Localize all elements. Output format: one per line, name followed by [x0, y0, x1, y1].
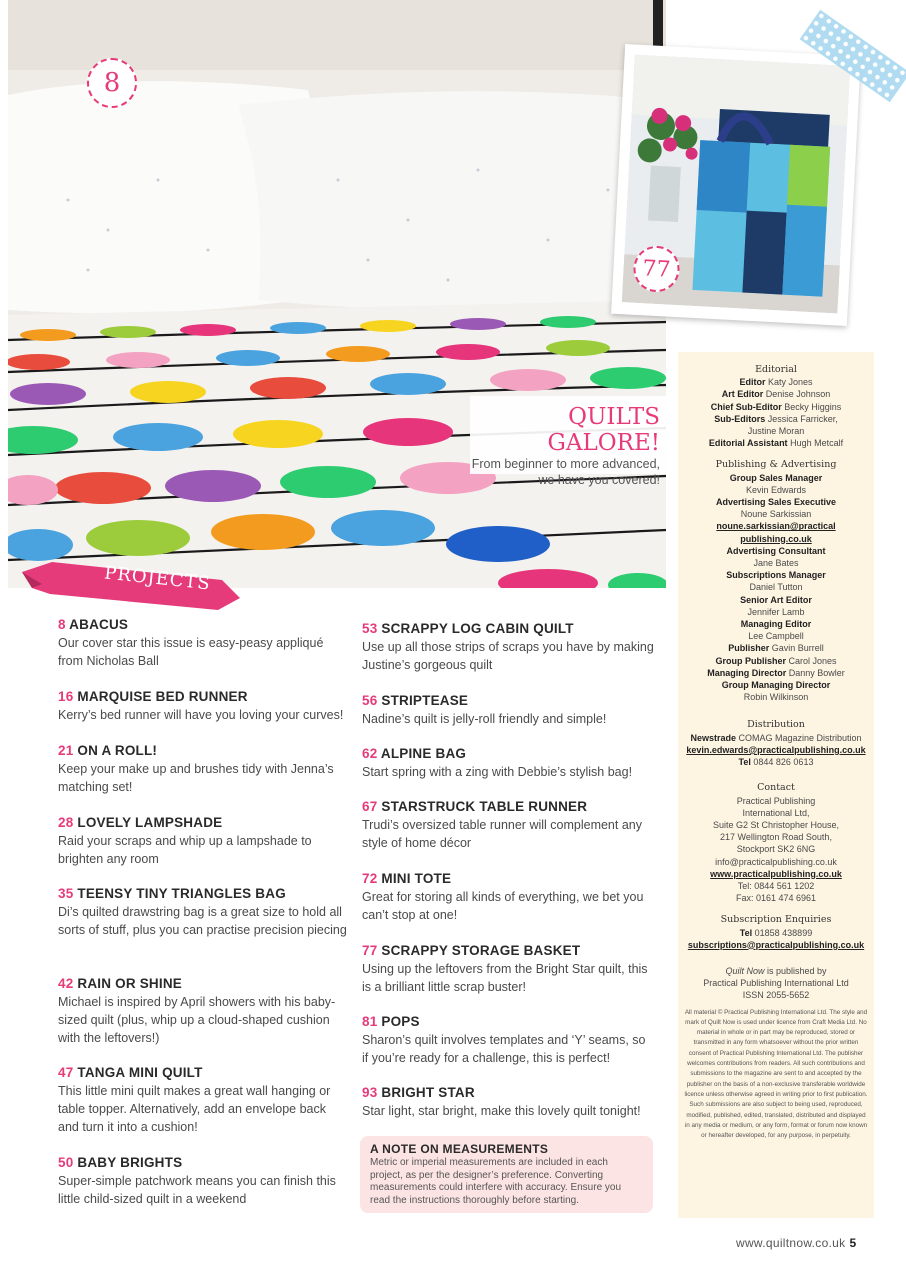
legal-fine-print: All material © Practical Publishing International Ltd. The style and mark of Quilt Now is used under licence from Craft Media Ltd. No material in whole or in part may be reproduced, stored or transmitted in any form whatsoever without the prior written consent of Practical Publishing International Ltd. The publisher welcomes contributions from readers. All such contributions and submissions to the magazine are sent to and accepted by the publisher on the basis of a non-exclusive transferable worldwide licence unless otherwise agreed in writing prior to first publication. Such submissions are also subject to being used, reproduced, modified, published, edited, translated, distributed and displayed in any media or medium, or any form, format or forum now known or hereafter developed, for any purpose, in perpetuity.: [684, 1008, 868, 1140]
masthead-heading-publishing: Publishing & Advertising: [715, 459, 837, 471]
article-item[interactable]: [58, 1154, 348, 1208]
article-item[interactable]: [362, 942, 654, 1013]
footer-page-number: 5: [849, 1236, 857, 1250]
footer-url[interactable]: www.quiltnow.co.uk: [736, 1236, 846, 1250]
issn: ISSN 2055-5652: [742, 990, 810, 1001]
article-item[interactable]: [362, 620, 654, 692]
masthead-heading-distribution: Distribution: [747, 719, 805, 731]
masthead-line: Stockport SK2 6NG: [736, 844, 816, 855]
article-item[interactable]: [58, 616, 348, 688]
masthead-line: Fax: 0161 474 6961: [735, 893, 817, 904]
masthead-line: Tel 01858 438899: [739, 927, 813, 938]
article-item[interactable]: [362, 870, 654, 942]
masthead-line: Chief Sub-Editor Becky Higgins: [710, 401, 842, 412]
note-title: A NOTE ON MEASUREMENTS: [370, 1142, 549, 1156]
article-description: Keep your make up and brushes tidy with Jenna’s matching set!: [58, 762, 334, 794]
article-title: 77 SCRAPPY STORAGE BASKET: [362, 943, 581, 958]
website-link[interactable]: www.practicalpublishing.co.uk: [710, 868, 842, 879]
article-title: 62 ALPINE BAG: [362, 746, 467, 761]
email-link[interactable]: subscriptions@practicalpublishing.co.uk: [687, 939, 865, 950]
email-link[interactable]: kevin.edwards@practicalpublishing.co.uk: [686, 744, 866, 755]
article-description: Michael is inspired by April showers with his baby-sized quilt (plus, whip up a cloud-shaped cushion with the leftovers!): [58, 995, 336, 1045]
inset-page-badge: 77: [632, 245, 680, 293]
article-item[interactable]: [362, 692, 654, 745]
article-item[interactable]: [362, 745, 654, 798]
masthead-line: Advertising Consultant: [726, 545, 826, 556]
article-title: 47 TANGA MINI QUILT: [58, 1065, 203, 1080]
masthead-line: Group Sales Manager: [729, 472, 823, 483]
article-description: Use up all those strips of scraps you have by making Justine’s gorgeous quilt: [362, 640, 654, 672]
masthead-line: Art Editor Denise Johnson: [721, 389, 831, 400]
section-label: PROJECTS: [103, 562, 212, 595]
masthead-line: Jane Bates: [753, 558, 799, 569]
masthead-line: Newstrade COMAG Magazine Distribution: [690, 732, 862, 743]
masthead-line: Sub-Editors Jessica Farricker,: [714, 413, 838, 424]
masthead-line: Group Publisher Carol Jones: [715, 655, 837, 666]
article-item[interactable]: [362, 798, 654, 870]
article-description: Nadine’s quilt is jelly-roll friendly and simple!: [362, 712, 607, 726]
article-title: 42 RAIN OR SHINE: [58, 976, 182, 991]
article-item[interactable]: [58, 1064, 348, 1154]
article-title: 28 LOVELY LAMPSHADE: [58, 815, 223, 830]
article-description: Star light, star bright, make this lovely quilt tonight!: [362, 1104, 641, 1118]
masthead-heading-contact: Contact: [757, 782, 795, 794]
masthead-line: Practical Publishing: [736, 795, 816, 806]
feature-title: QUILTS GALORE!: [547, 404, 660, 456]
article-title: 72 MINI TOTE: [362, 871, 452, 886]
article-title: 21 ON A ROLL!: [58, 743, 158, 758]
article-description: Raid your scraps and whip up a lampshade to brighten any room: [58, 834, 312, 866]
masthead-line: Tel 0844 826 0613: [738, 757, 814, 768]
article-title: 93 BRIGHT STAR: [362, 1085, 475, 1100]
note-text: Metric or imperial measurements are included in each project, as per the designer’s preference. Converting measurements could interfere with accuracy. Ensure you read the instructions thoroughly before starting.: [370, 1157, 622, 1206]
masthead-line: Lee Campbell: [748, 631, 804, 642]
article-description: Great for storing all kinds of everything, we bet you can’t stop at one!: [362, 890, 644, 922]
masthead-heading-subscriptions: Subscription Enquiries: [720, 914, 832, 926]
article-description: Start spring with a zing with Debbie’s stylish bag!: [362, 765, 633, 779]
masthead-line: Group Managing Director: [721, 680, 831, 691]
page-number-badge: 8: [87, 58, 137, 108]
article-description: Our cover star this issue is easy-peasy appliqué from Nicholas Ball: [58, 636, 324, 668]
masthead-line: Justine Moran: [747, 426, 805, 437]
masthead-line: Robin Wilkinson: [743, 692, 809, 703]
masthead-line: Noune Sarkissian: [740, 509, 812, 520]
article-item[interactable]: [58, 688, 348, 742]
masthead-line: info@practicalpublishing.co.uk: [715, 856, 837, 867]
article-title: 81 POPS: [362, 1014, 420, 1029]
article-description: Super-simple patchwork means you can finish this little child-sized quilt in a weekend: [58, 1174, 336, 1206]
article-title: 16 MARQUISE BED RUNNER: [58, 689, 248, 704]
article-description: Using up the leftovers from the Bright Star quilt, this is a brilliant little scrap buster!: [362, 962, 648, 994]
masthead-line: Subscriptions Manager: [726, 570, 826, 581]
masthead-line: Publisher Gavin Burrell: [728, 643, 824, 654]
article-item[interactable]: [362, 1084, 654, 1120]
feature-caption: [470, 396, 666, 487]
masthead-line: Daniel Tutton: [749, 582, 803, 593]
article-description: Sharon’s quilt involves templates and ‘Y’ seams, so if you’re ready for a challenge, this is perfect!: [362, 1033, 646, 1065]
articles-right-column: [362, 620, 654, 1120]
article-title: 56 STRIPTEASE: [362, 693, 469, 708]
masthead-line: 217 Wellington Road South,: [720, 832, 832, 843]
imprint-line: Practical Publishing International Ltd: [703, 978, 849, 989]
masthead-line: International Ltd,: [742, 807, 810, 818]
article-item[interactable]: [58, 742, 348, 814]
imprint-line: Quilt Now is published by: [725, 965, 827, 976]
article-title: 53 SCRAPPY LOG CABIN QUILT: [362, 621, 574, 636]
feature-subtitle: From beginner to more advanced, we have you covered!: [471, 457, 660, 487]
article-title: 35 TEENSY TINY TRIANGLES BAG: [58, 886, 286, 901]
masthead-line: Advertising Sales Executive: [715, 497, 837, 508]
article-description: Di’s quilted drawstring bag is a great size to hold all sorts of stuff, plus you can practise precision piecing: [58, 905, 347, 937]
masthead-panel: [678, 352, 874, 1218]
masthead-line: Tel: 0844 561 1202: [737, 880, 815, 891]
masthead-line: Editorial Assistant Hugh Metcalf: [708, 438, 844, 449]
inset-photo-frame: [611, 44, 861, 326]
article-description: Trudi’s oversized table runner will complement any style of home décor: [362, 818, 642, 850]
page-footer: [736, 1236, 856, 1250]
email-link[interactable]: publishing.co.uk: [740, 533, 812, 544]
article-title: 8 ABACUS: [58, 617, 129, 632]
masthead-line: Senior Art Editor: [740, 594, 812, 605]
masthead-line: Suite G2 St Christopher House,: [712, 819, 840, 830]
email-link[interactable]: noune.sarkissian@practical: [716, 521, 836, 532]
article-description: This little mini quilt makes a great wall hanging or table topper. Alternatively, add an envelope back and turn it into a cushion!: [58, 1084, 331, 1134]
masthead-heading-editorial: Editorial: [755, 364, 797, 375]
article-item[interactable]: [58, 975, 348, 1064]
articles-left-column: [58, 616, 348, 1208]
masthead-line: Editor Katy Jones: [739, 377, 813, 388]
article-item[interactable]: [58, 814, 348, 885]
masthead-line: Jennifer Lamb: [747, 606, 805, 617]
article-title: 67 STARSTRUCK TABLE RUNNER: [362, 799, 588, 814]
masthead-line: Managing Director Danny Bowler: [707, 667, 845, 678]
article-item[interactable]: [362, 1013, 654, 1084]
masthead-line: Managing Editor: [740, 619, 812, 630]
masthead-line: Kevin Edwards: [745, 484, 807, 495]
article-title: 50 BABY BRIGHTS: [58, 1155, 183, 1170]
measurements-note: [360, 1136, 653, 1213]
article-description: Kerry’s bed runner will have you loving your curves!: [58, 708, 344, 722]
article-item[interactable]: [58, 885, 348, 975]
